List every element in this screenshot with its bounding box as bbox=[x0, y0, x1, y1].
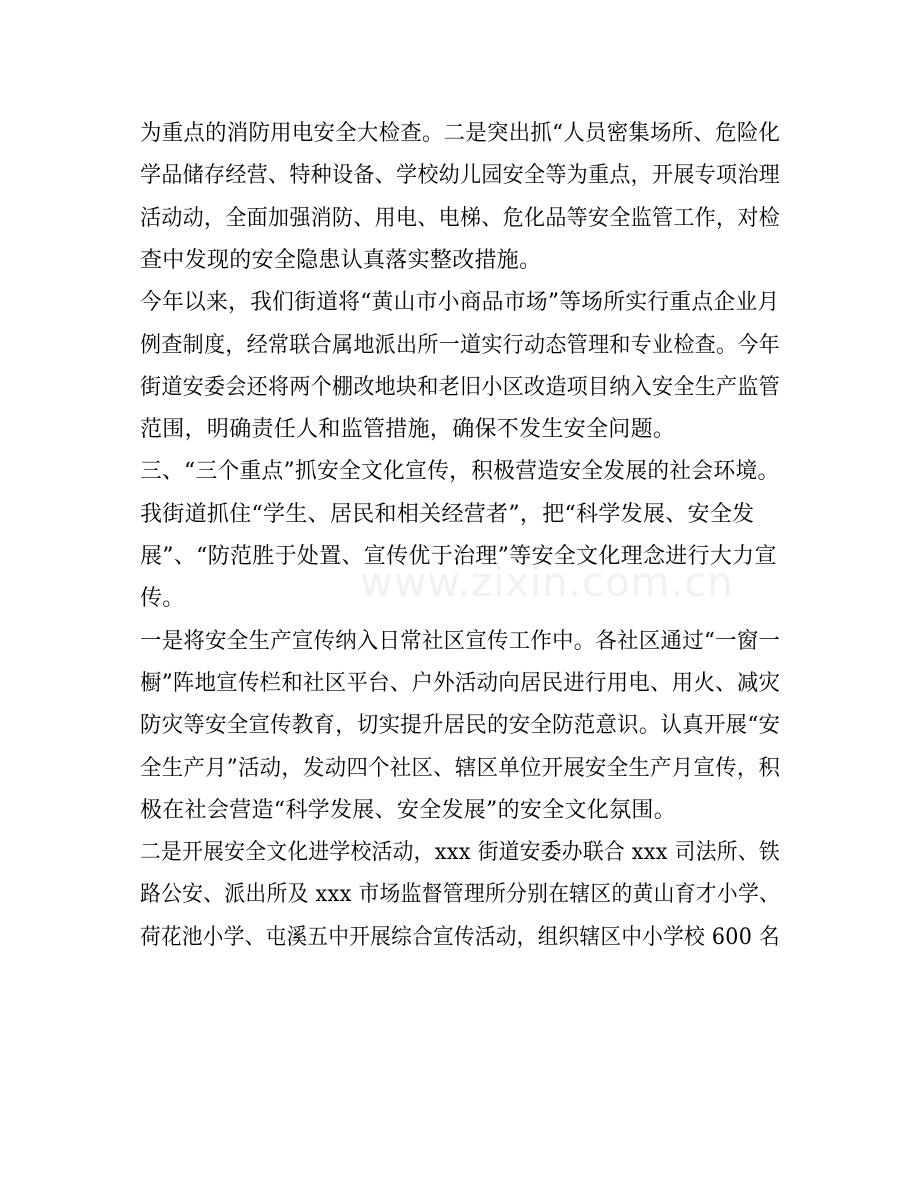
text-line: 极在社会营造“科学发展、安全发展”的安全文化氛围。 bbox=[140, 797, 676, 823]
text-line: 一是将安全生产宣传纳入日常社区宣传工作中。各社区通过“一窗一 bbox=[140, 628, 781, 654]
text-line: 路公安、派出所及 xxx 市场监督管理所分别在辖区的黄山育才小学、 bbox=[140, 882, 781, 908]
text-line: 活动动，全面加强消防、用电、电梯、危化品等安全监管工作，对检 bbox=[140, 205, 781, 231]
text-line: 橱”阵地宣传栏和社区平台、户外活动向居民进行用电、用火、减灾 bbox=[140, 670, 781, 696]
text-line: 全生产月”活动，发动四个社区、辖区单位开展安全生产月宣传，积 bbox=[140, 755, 781, 781]
text-line: 例查制度，经常联合属地派出所一道实行动态管理和专业检查。今年 bbox=[140, 332, 781, 358]
text-line: 二是开展安全文化进学校活动，xxx 街道安委办联合 xxx 司法所、铁 bbox=[140, 840, 780, 866]
text-line: 今年以来，我们街道将“黄山市小商品市场”等场所实行重点企业月 bbox=[140, 290, 780, 316]
text-line: 传。 bbox=[140, 586, 185, 612]
watermark: www.zixin.com.cn bbox=[360, 560, 734, 606]
text-line: 我街道抓住“学生、居民和相关经营者”，把“科学发展、安全发 bbox=[140, 501, 755, 527]
text-line: 查中发现的安全隐患认真落实整改措施。 bbox=[140, 247, 542, 273]
text-line: 三、“三个重点”抓安全文化宣传，积极营造安全发展的社会环境。 bbox=[140, 459, 780, 485]
text-line: 展”、“防范胜于处置、宣传优于治理”等安全文化理念进行大力宣 bbox=[140, 544, 777, 569]
text-line: 范围，明确责任人和监管措施，确保不发生安全问题。 bbox=[140, 417, 676, 443]
text-line: 防灾等安全宣传教育，切实提升居民的安全防范意识。认真开展“安 bbox=[140, 713, 781, 739]
text-line: 学品储存经营、特种设备、学校幼儿园安全等为重点，开展专项治理 bbox=[140, 163, 781, 189]
text-line: 荷花池小学、屯溪五中开展综合宣传活动，组织辖区中小学校 600 名 bbox=[140, 924, 780, 950]
text-line: 为重点的消防用电安全大检查。二是突出抓“人员密集场所、危险化 bbox=[140, 121, 781, 146]
text-line: 街道安委会还将两个棚改地块和老旧小区改造项目纳入安全生产监管 bbox=[140, 374, 781, 400]
